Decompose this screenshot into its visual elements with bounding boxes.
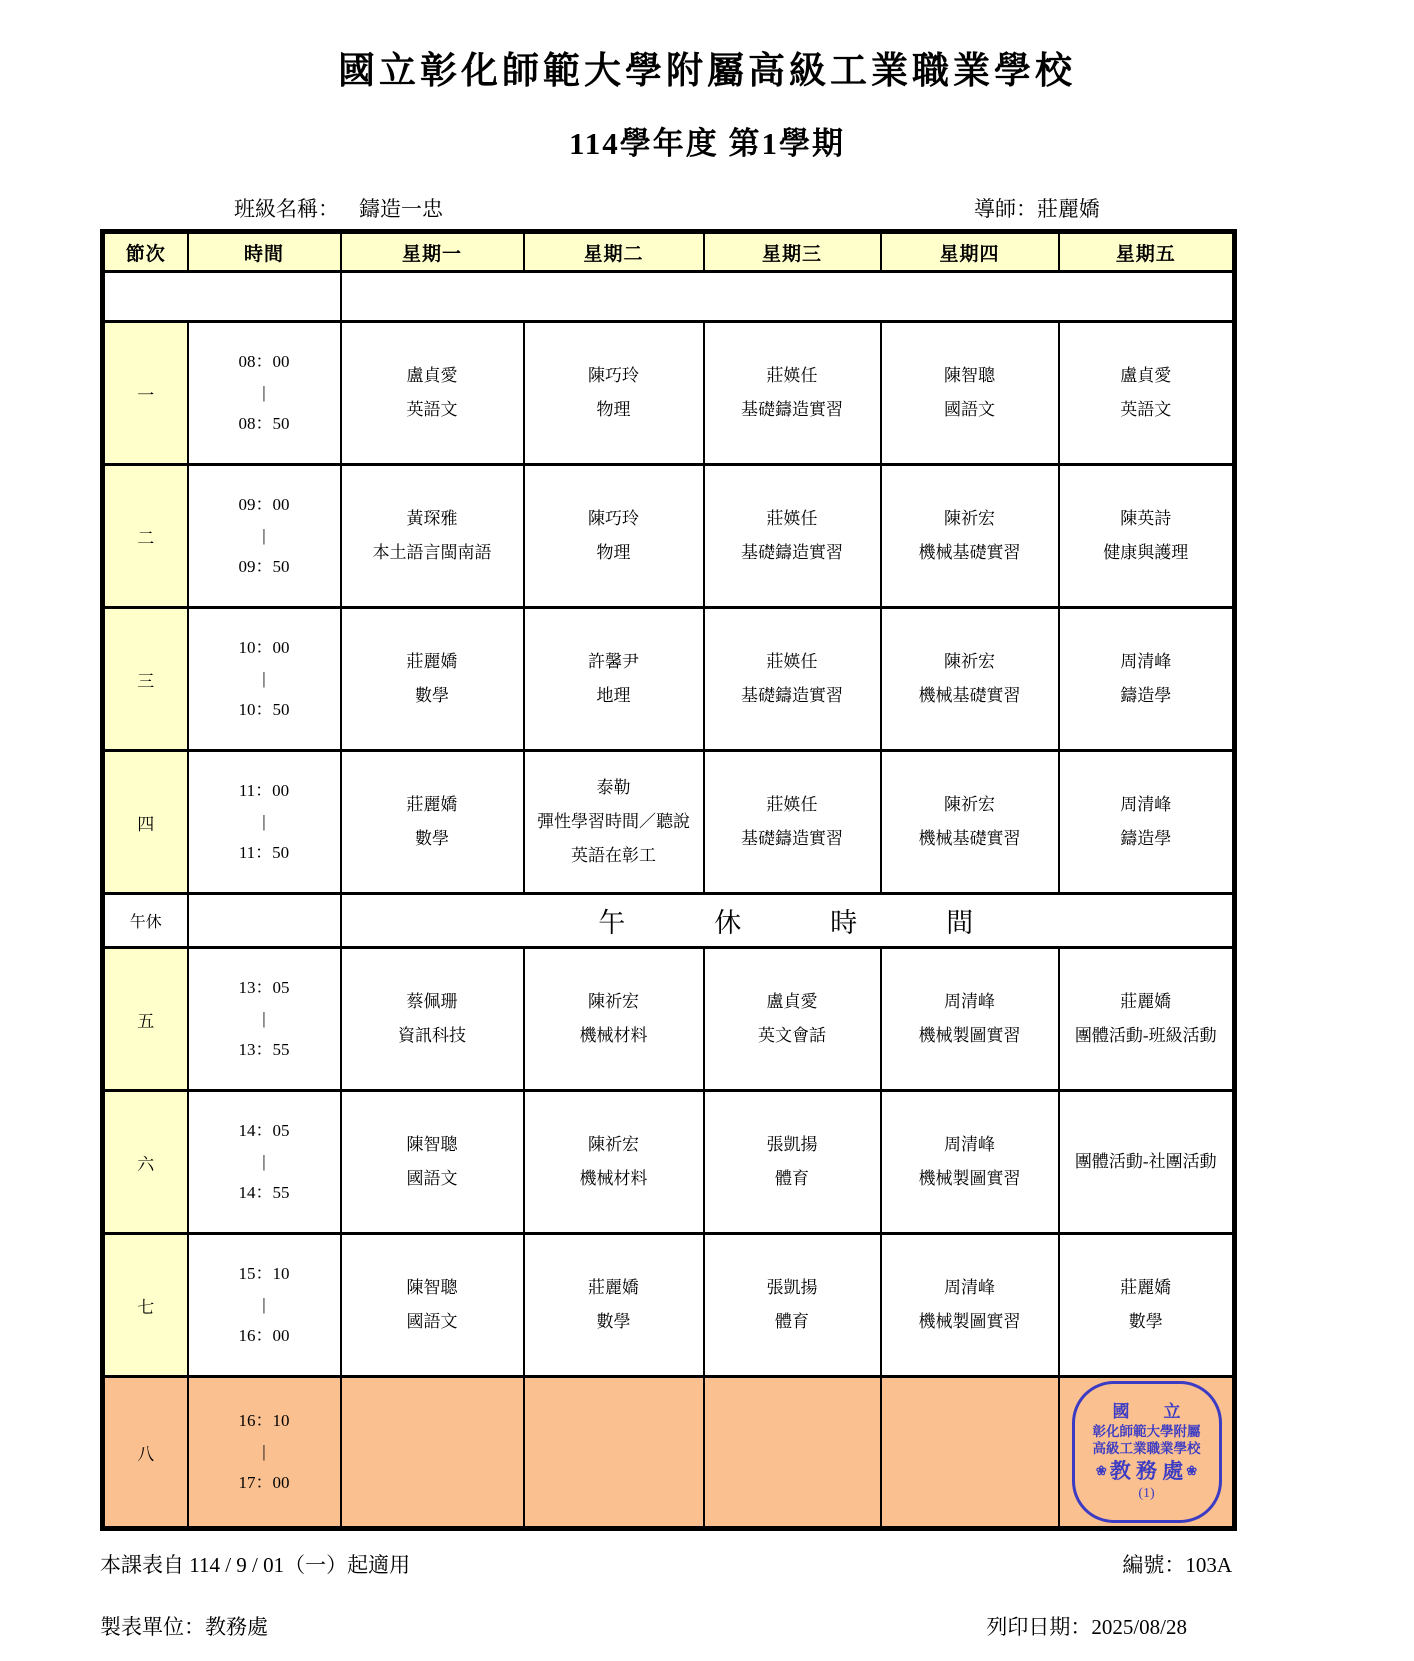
subject-name: 基礎鑄造實習 [741,400,843,419]
schedule-table [100,229,1237,1531]
table-row-period-1 [103,322,1235,465]
time-start: 09：00 [238,495,290,514]
teacher-name: 張凱揚 [766,1278,818,1297]
time-start: 08：00 [238,352,290,371]
subject-name: 數學 [596,1312,631,1331]
teacher-name: 莊麗嬌 [588,1278,639,1297]
subject-name: 資訊科技 [398,1026,466,1045]
lesson-cell-tue [524,608,704,751]
time-cell [188,948,341,1091]
table-row-period-5 [103,948,1235,1091]
lesson-cell-thu [881,1234,1059,1377]
header-monday: 星期一 [341,232,524,272]
table-row-period-4 [103,751,1235,894]
stamp-line-3: 高級工業職業學校 [1092,1441,1201,1457]
lesson-cell-thu [881,948,1059,1091]
lesson-cell-wed [704,1234,881,1377]
lesson-cell-thu [881,465,1059,608]
time-end: 17：00 [238,1473,290,1492]
teacher-name: 盧貞愛 [1120,366,1172,385]
teacher-name: 周清峰 [944,992,995,1011]
lesson-cell-mon [341,751,524,894]
time-separator: | [262,1442,266,1461]
lesson-cell-wed [704,465,881,608]
class-name-group [234,193,443,223]
class-info-row [100,193,1232,223]
teacher-name: 陳祈宏 [944,509,995,528]
lunch-row [103,894,1235,948]
header-friday: 星期五 [1059,232,1235,272]
page-title: 國立彰化師範大學附屬高級工業職業學校 [338,51,1076,92]
teacher-name: 莊媖任 [766,366,818,385]
subject-name: 物理 [596,543,631,562]
lesson-cell-fri [1059,1091,1235,1234]
blank-row [103,272,1235,322]
lesson-cell-wed [704,1377,881,1529]
lesson-cell-mon [341,1091,524,1234]
time-start: 13：05 [238,978,290,997]
subject-name: 機械材料 [579,1026,648,1045]
class-name-value: 鑄造一忠 [359,197,443,221]
homeroom-teacher-value: 莊麗嬌 [1037,197,1100,221]
effective-date-note: 本課表自 114 / 9 / 01（一）起適用 [100,1553,411,1577]
subject-name: 國語文 [406,1312,458,1331]
header-wednesday: 星期三 [704,232,881,272]
subject-name: 鑄造學 [1120,829,1172,848]
teacher-name: 莊媖任 [766,652,818,671]
subject-name: 機械製圖實習 [918,1312,1021,1331]
subject-name: 機械基礎實習 [918,686,1021,705]
table-row-period-2 [103,465,1235,608]
period-cell: 七 [103,1234,188,1377]
teacher-name: 陳智聰 [944,366,995,385]
teacher-name: 陳智聰 [406,1278,458,1297]
teacher-name: 陳祈宏 [588,1135,639,1154]
serial-number: 編號：103A [1122,1553,1232,1577]
time-cell [188,322,341,465]
time-start: 10：00 [238,638,290,657]
subject-name: 健康與護理 [1103,543,1189,562]
lunch-label-cell: 午 休 時 間 [341,894,1235,948]
blank-cell-left [103,272,341,322]
teacher-name: 張凱揚 [766,1135,818,1154]
lesson-cell-fri [1059,322,1235,465]
teacher-name: 黃琛雅 [406,509,458,528]
blank-cell-right [341,272,1235,322]
teacher-name: 周清峰 [944,1278,995,1297]
time-cell [188,1377,341,1529]
subject-name: 國語文 [406,1169,458,1188]
lesson-cell-mon [341,1234,524,1377]
teacher-name: 陳祈宏 [944,795,995,814]
lesson-cell-fri [1059,948,1235,1091]
table-row-period-3 [103,608,1235,751]
lesson-cell-tue [524,751,704,894]
subject-name: 體育 [775,1312,809,1331]
time-separator: | [262,1295,266,1314]
lesson-cell-thu [881,1377,1059,1529]
table-row-period-7 [103,1234,1235,1377]
time-end: 10：50 [238,700,290,719]
teacher-name: 陳巧玲 [588,366,639,385]
time-start: 14：05 [238,1121,290,1140]
teacher-name: 莊麗嬌 [406,652,458,671]
subject-name: 數學 [415,686,449,705]
period-cell: 四 [103,751,188,894]
homeroom-teacher-group [974,193,1100,223]
subject-name: 英語文 [406,400,458,419]
teacher-name: 莊麗嬌 [1120,1278,1172,1297]
issuing-unit: 製表單位：教務處 [100,1615,268,1639]
table-row-period-8 [103,1377,1235,1529]
lesson-cell-mon [341,465,524,608]
stamp-office-line [1096,1458,1197,1485]
period-cell: 二 [103,465,188,608]
teacher-name: 周清峰 [1120,652,1172,671]
header-thursday: 星期四 [881,232,1059,272]
stamp-office-name: 教 務 處 [1109,1458,1184,1483]
stamp-line-1: 國 立 [1112,1401,1181,1421]
subject-name: 機械製圖實習 [918,1169,1021,1188]
subject-name: 數學 [1128,1312,1163,1331]
time-cell [188,751,341,894]
table-row-period-6 [103,1091,1235,1234]
subject-name: 機械基礎實習 [918,543,1021,562]
lesson-cell-mon [341,322,524,465]
teacher-name: 莊媖任 [766,795,818,814]
lesson-cell-tue [524,1234,704,1377]
subject-name: 彈性學習時間／聽說英語在彰工 [537,812,690,865]
stamp-line-2: 彰化師範大學附屬 [1092,1423,1201,1439]
subject-name: 體育 [775,1169,809,1188]
semester-title: 114學年度 第1學期 [568,126,846,161]
teacher-name: 許馨尹 [588,652,639,671]
lesson-cell-mon [341,948,524,1091]
teacher-name: 泰勒 [596,778,631,797]
lesson-cell-thu [881,1091,1059,1234]
lesson-cell-mon [341,608,524,751]
time-end: 13：55 [238,1040,290,1059]
subject-name: 團體活動-班級活動 [1074,1026,1217,1045]
subject-name: 國語文 [944,400,995,419]
lesson-cell-tue [524,322,704,465]
time-cell [188,1234,341,1377]
lesson-cell-tue [524,1377,704,1529]
lesson-cell-wed [704,608,881,751]
time-end: 09：50 [238,557,290,576]
period-cell: 五 [103,948,188,1091]
teacher-name: 周清峰 [1120,795,1172,814]
time-separator: | [262,812,266,831]
office-seal-stamp [1072,1381,1222,1523]
time-start: 15：10 [238,1264,290,1283]
lunch-time-cell [188,894,341,948]
lesson-cell-wed [704,751,881,894]
lesson-cell-thu [881,751,1059,894]
lesson-cell-fri [1059,751,1235,894]
lesson-cell-fri [1059,465,1235,608]
period-cell: 八 [103,1377,188,1529]
lesson-cell-mon [341,1377,524,1529]
teacher-name: 周清峰 [944,1135,995,1154]
header-period: 節次 [103,232,188,272]
teacher-name: 陳英詩 [1120,509,1172,528]
footer-line-2 [100,1611,1232,1641]
time-separator: | [262,669,266,688]
teacher-name: 陳智聰 [406,1135,458,1154]
period-cell: 六 [103,1091,188,1234]
lesson-cell-fri [1059,1234,1235,1377]
time-end: 14：55 [238,1183,290,1202]
class-name-label: 班級名稱： [234,197,339,221]
time-start: 16：10 [238,1411,290,1430]
subject-name: 地理 [596,686,631,705]
subject-name: 機械材料 [579,1169,648,1188]
period-cell: 一 [103,322,188,465]
teacher-name: 盧貞愛 [766,992,818,1011]
lesson-cell-fri [1059,608,1235,751]
teacher-name: 盧貞愛 [406,366,458,385]
subject-name: 基礎鑄造實習 [741,829,843,848]
time-separator: | [262,383,266,402]
subject-name: 基礎鑄造實習 [741,686,843,705]
period-cell: 三 [103,608,188,751]
footer-line-1 [100,1549,1232,1579]
subject-name: 數學 [415,829,449,848]
time-end: 16：00 [238,1326,290,1345]
subject-name: 基礎鑄造實習 [741,543,843,562]
subject-name: 鑄造學 [1120,686,1172,705]
stamp-number: (1) [1138,1486,1155,1502]
teacher-name: 莊麗嬌 [1120,992,1172,1011]
time-separator: | [262,1152,266,1171]
time-cell [188,465,341,608]
print-date: 列印日期：2025/08/28 [986,1615,1187,1639]
homeroom-teacher-label: 導師： [974,197,1037,221]
subject-name: 物理 [596,400,631,419]
teacher-name: 蔡佩珊 [406,992,458,1011]
time-separator: | [262,526,266,545]
time-separator: | [262,1009,266,1028]
plum-blossom-icon: ❀ [1095,1463,1107,1479]
lunch-period-cell: 午休 [103,894,188,948]
header-tuesday: 星期二 [524,232,704,272]
time-end: 08：50 [238,414,290,433]
subject-name: 機械製圖實習 [918,1026,1021,1045]
lesson-cell-thu [881,608,1059,751]
lesson-cell-wed [704,322,881,465]
teacher-name: 陳祈宏 [588,992,639,1011]
lesson-cell-tue [524,465,704,608]
teacher-name: 莊麗嬌 [406,795,458,814]
lesson-cell-thu [881,322,1059,465]
subject-name: 團體活動-社團活動 [1074,1152,1217,1171]
time-cell [188,608,341,751]
time-start: 11：00 [238,781,290,800]
subject-name: 英語文 [1120,400,1172,419]
teacher-name: 陳巧玲 [588,509,639,528]
time-end: 11：50 [238,843,290,862]
header-row [103,232,1235,272]
teacher-name: 莊媖任 [766,509,818,528]
lesson-cell-wed [704,1091,881,1234]
subject-name: 機械基礎實習 [918,829,1021,848]
subject-name: 本土語言閩南語 [372,543,492,562]
lesson-cell-tue [524,1091,704,1234]
header-time: 時間 [188,232,341,272]
lesson-cell-wed [704,948,881,1091]
subject-name: 英文會話 [758,1026,826,1045]
teacher-name: 陳祈宏 [944,652,995,671]
lesson-cell-fri [1059,1377,1235,1529]
plum-blossom-icon: ❀ [1186,1463,1198,1479]
lesson-cell-tue [524,948,704,1091]
time-cell [188,1091,341,1234]
